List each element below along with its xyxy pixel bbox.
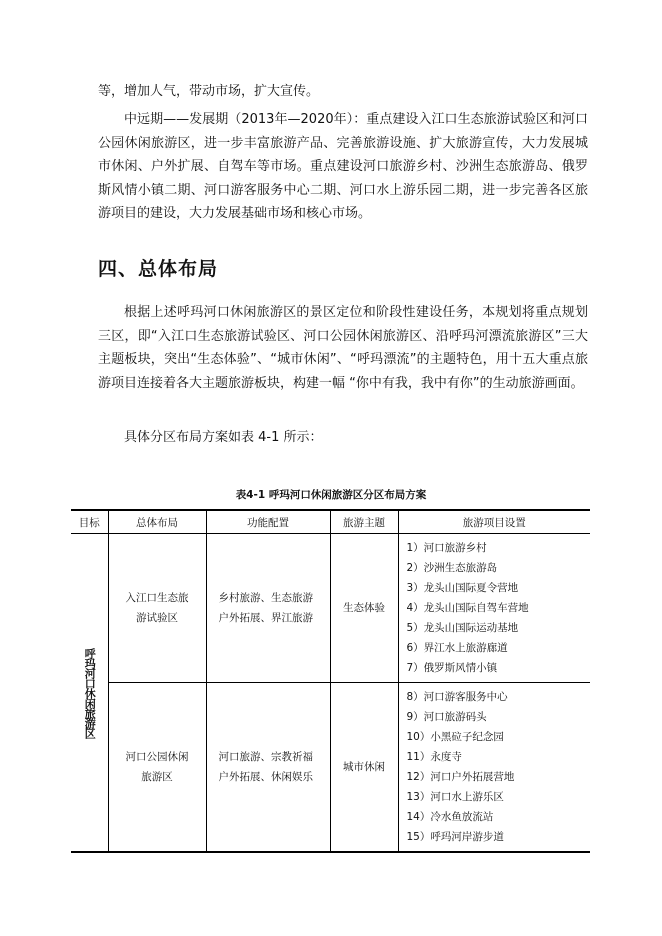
list-item: 4）龙头山国际自驾车营地	[406, 602, 529, 614]
header-items: 旅游项目设置	[398, 510, 590, 534]
list-item: 5）龙头山国际运动基地	[406, 622, 519, 634]
list-item: 15）呼玛河岸游步道	[406, 831, 504, 843]
header-target: 目标	[71, 510, 108, 534]
zone-items-cell	[398, 683, 590, 853]
target-label: 呼玛河口休闲旅游区	[83, 647, 97, 738]
list-item: 9）河口旅游码头	[406, 711, 487, 723]
zone-theme-cell: 城市休闲	[330, 683, 398, 853]
list-item: 14）冷水鱼放流站	[406, 811, 494, 823]
paragraph-table-intro: 具体分区布局方案如表 4-1 所示：	[124, 430, 323, 445]
list-item: 13）河口水上游乐区	[406, 791, 504, 803]
zone-layout-cell: 河口公园休闲旅游区	[108, 683, 206, 853]
paragraph-continuation: 等，增加人气，带动市场，扩大宣传。	[98, 84, 320, 99]
table-row	[71, 534, 590, 683]
zone-theme-cell: 生态体验	[330, 534, 398, 683]
zone-functions-cell: 乡村旅游、生态旅游户外拓展、界江旅游	[206, 534, 330, 683]
zone-layout-table	[71, 509, 590, 853]
zone-layout-cell: 入江口生态旅游试验区	[108, 534, 206, 683]
header-functions: 功能配置	[206, 510, 330, 534]
list-item: 6）界江水上旅游廊道	[406, 642, 508, 654]
paragraph-overall-layout: 根据上述呼玛河口休闲旅游区的景区定位和阶段性建设任务，本规划将重点规划三区，即“入江口生态旅游试验区、河口公园休闲旅游区、沿呼玛河漂流旅游区”三大主题板块，突出“生态体验”、“城市休闲”、“呼玛漂流”的主题特色，用十五大重点旅游项目连接着各大主题旅游板块，构建一幅 “你中有我，我中有你”的生动旅游画面。	[98, 305, 588, 391]
list-item: 7）俄罗斯风情小镇	[406, 662, 498, 674]
list-item: 10）小黑砬子纪念园	[406, 731, 504, 743]
table-header-row	[71, 510, 590, 534]
list-item: 8）河口游客服务中心	[406, 691, 508, 703]
header-layout: 总体布局	[108, 510, 206, 534]
list-item: 2）沙洲生态旅游岛	[406, 562, 498, 574]
list-item: 12）河口户外拓展营地	[406, 771, 515, 783]
list-item: 1）河口旅游乡村	[406, 542, 487, 554]
zone-functions-cell: 河口旅游、宗教祈福户外拓展、休闲娱乐	[206, 683, 330, 853]
paragraph-mid-long-term: 中远期——发展期（2013年—2020年）：重点建设入江口生态旅游试验区和河口公园休闲旅游区，进一步丰富旅游产品、完善旅游设施、扩大旅游宣传，大力发展城市休闲、户外扩展、自驾车等市场。重点建设河口旅游乡村、沙洲生态旅游岛、俄罗斯风情小镇二期、河口游客服务中心二期、河口水上游乐园二期，进一步完善各区旅游项目的建设，大力发展基础市场和核心市场。	[98, 112, 588, 221]
header-theme: 旅游主题	[330, 510, 398, 534]
list-item: 3）龙头山国际夏令营地	[406, 582, 519, 594]
section-heading: 四、总体布局	[98, 258, 219, 280]
table-caption: 表4-1 呼玛河口休闲旅游区分区布局方案	[235, 489, 427, 501]
table-row	[71, 683, 590, 853]
zone-items-cell	[398, 534, 590, 683]
target-cell	[71, 534, 108, 853]
list-item: 11）永度寺	[406, 751, 462, 763]
